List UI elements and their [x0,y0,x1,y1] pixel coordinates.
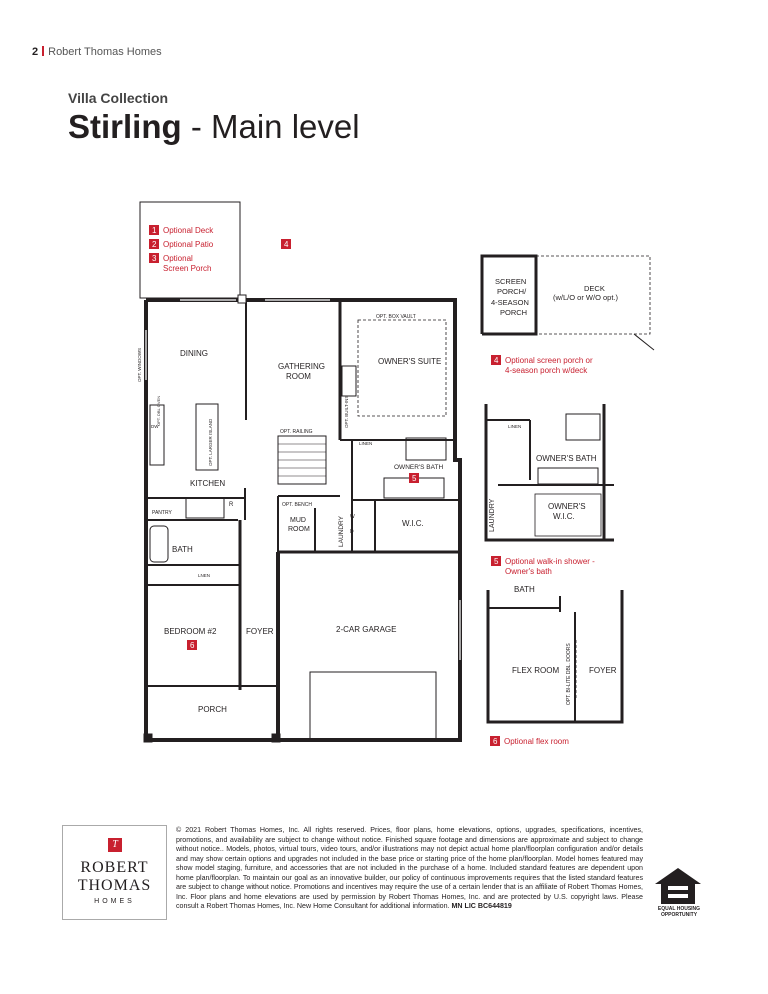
label-opt-screen-2: Screen Porch [163,264,212,273]
brand-name: Robert Thomas Homes [48,46,162,58]
label-washer: W [350,514,355,520]
callout-6-option-number: 6 [493,737,498,746]
callout-3-number: 3 [152,254,157,263]
license-number: MN LIC BC644819 [451,902,512,911]
label-flex-foyer: FOYER [589,666,617,675]
label-railing: OPT. RAILING [280,429,313,435]
label-screen-porch-2: PORCH/ [497,287,527,296]
label-fridge: R [229,502,234,508]
label-alt-owners-bath: OWNER'S BATH [536,454,597,463]
equal-housing-logo [653,866,703,918]
label-gathering-2: ROOM [286,372,311,381]
label-linen: LINEN [359,441,373,446]
label-pantry: PANTRY [152,510,172,516]
callout-5-text-2: Owner's bath [505,567,552,576]
plan-level: - Main level [181,108,360,145]
callout-4-option-number: 4 [494,356,499,365]
label-owners-suite: OWNER'S SUITE [378,357,442,366]
label-mud-2: ROOM [288,526,310,533]
main-plan [140,202,460,742]
label-alt-laundry: LAUNDRY [489,498,496,532]
label-island: OPT. LARGER ISLAND [208,418,213,466]
label-wic: W.I.C. [402,519,424,528]
label-opt-windows: OPT. WINDOWS [137,348,142,382]
callout-5-number: 5 [412,474,417,483]
label-dbl-oven: OPT. DBL OVEN [156,395,161,426]
label-foyer: FOYER [246,627,274,636]
label-dryer: D [350,529,354,535]
label-alt-wic-2: W.I.C. [553,512,575,521]
eho-text [651,906,707,918]
equal-housing-icon [653,866,703,906]
label-deck-1: DECK [584,284,605,293]
label-bedroom2: BEDROOM #2 [164,627,217,636]
label-porch: PORCH [198,705,227,714]
callout-6-text: Optional flex room [504,737,569,746]
label-alt-bath: BATH [514,585,535,594]
legal-disclaimer [176,826,643,912]
logo-line-2: THOMAS [77,877,152,894]
callout-4-text-2: 4-season porch w/deck [505,366,588,375]
label-alt-linen: LINEN [508,424,522,429]
label-screen-porch-4: PORCH [500,308,528,317]
callout-2-number: 2 [152,240,157,249]
callout-1-number: 1 [152,226,157,235]
label-opt-patio: Optional Patio [163,240,214,249]
label-gathering-1: GATHERING [278,362,325,371]
label-screen-porch-3: 4-SEASON [491,298,529,307]
label-opt-deck: Optional Deck [163,226,214,235]
option-owners-bath [486,404,614,540]
plan-name: Stirling [68,108,182,145]
label-dining: DINING [180,349,208,358]
option-flex-room [488,590,622,722]
logo-mark: T [108,838,122,852]
label-deck-2: (w/L/O or W/O opt.) [553,293,619,302]
label-builtins: OPT. BUILT-INS [344,395,349,428]
label-mud-1: MUD [290,517,306,524]
eho-line-1: EQUAL HOUSING [657,906,701,912]
label-opt-screen-1: Optional [163,254,193,263]
eho-line-2: OPPORTUNITY [660,912,698,918]
callout-4-number: 4 [284,240,289,249]
label-flex-room: FLEX ROOM [512,666,560,675]
label-lnen: LNEN [198,573,211,578]
logo-line-1: ROBERT [80,859,149,876]
label-screen-porch-1: SCREEN [495,277,527,286]
label-bath: BATH [172,545,193,554]
callout-6-number: 6 [190,641,195,650]
label-laundry: LAUNDRY [338,516,345,547]
callout-5-option-number: 5 [494,557,499,566]
label-owners-bath: OWNER'S BATH [394,464,444,471]
label-alt-wic-1: OWNER'S [548,502,586,511]
company-logo [62,825,167,920]
callout-5-text-1: Optional walk-in shower - [505,557,595,566]
label-box-vault: OPT. BOX VAULT [376,314,416,320]
label-dw: DW [151,424,159,429]
label-kitchen: KITCHEN [190,479,226,488]
page-number: 2 [32,46,39,58]
label-garage: 2-CAR GARAGE [336,625,397,634]
logo-line-3: HOMES [94,898,135,905]
optional-deck-area [140,202,240,298]
label-bench: OPT. BENCH [282,502,313,508]
callout-4-text-1: Optional screen porch or [505,356,593,365]
collection-name: Villa Collection [68,90,169,106]
disclaimer-text: © 2021 Robert Thomas Homes, Inc. All rights reserved. Prices, floor plans, home elevations, options, upgrades, specifications, incentives, promotions, and availability are subject to change without notice. Finished square footage and dimensions are approximate and subject to change without notice.. Models, photos, virtual tours, video tours, and/or illustrations may not depict actual home plan/floorplan configuration and/or details and may show certain options and upgrades not included in the base price or starting price of the home plan/floorplan. Model homes featured may show model staging, furniture, and accessories that are not included in the purchase of a home. Included standard features are dependent upon home plan/floorplan. To maintain our goal as an innovative builder, our policy of continuous improvements requires that the listed standard features are subject to change without notice. Promotions and incentives may require the use of a certain lender that is an affiliate of Robert Thomas Homes, Inc. Floor plans and home elevations are used by permission by Robert Thomas Homes, Inc. and are protected by U.S. copyright laws. Please consult a Robert Thomas Homes, Inc. New Home Consultant for additional information. [176,826,643,911]
label-french-doors: OPT. BI-LITE DBL. DOORS [566,643,572,705]
